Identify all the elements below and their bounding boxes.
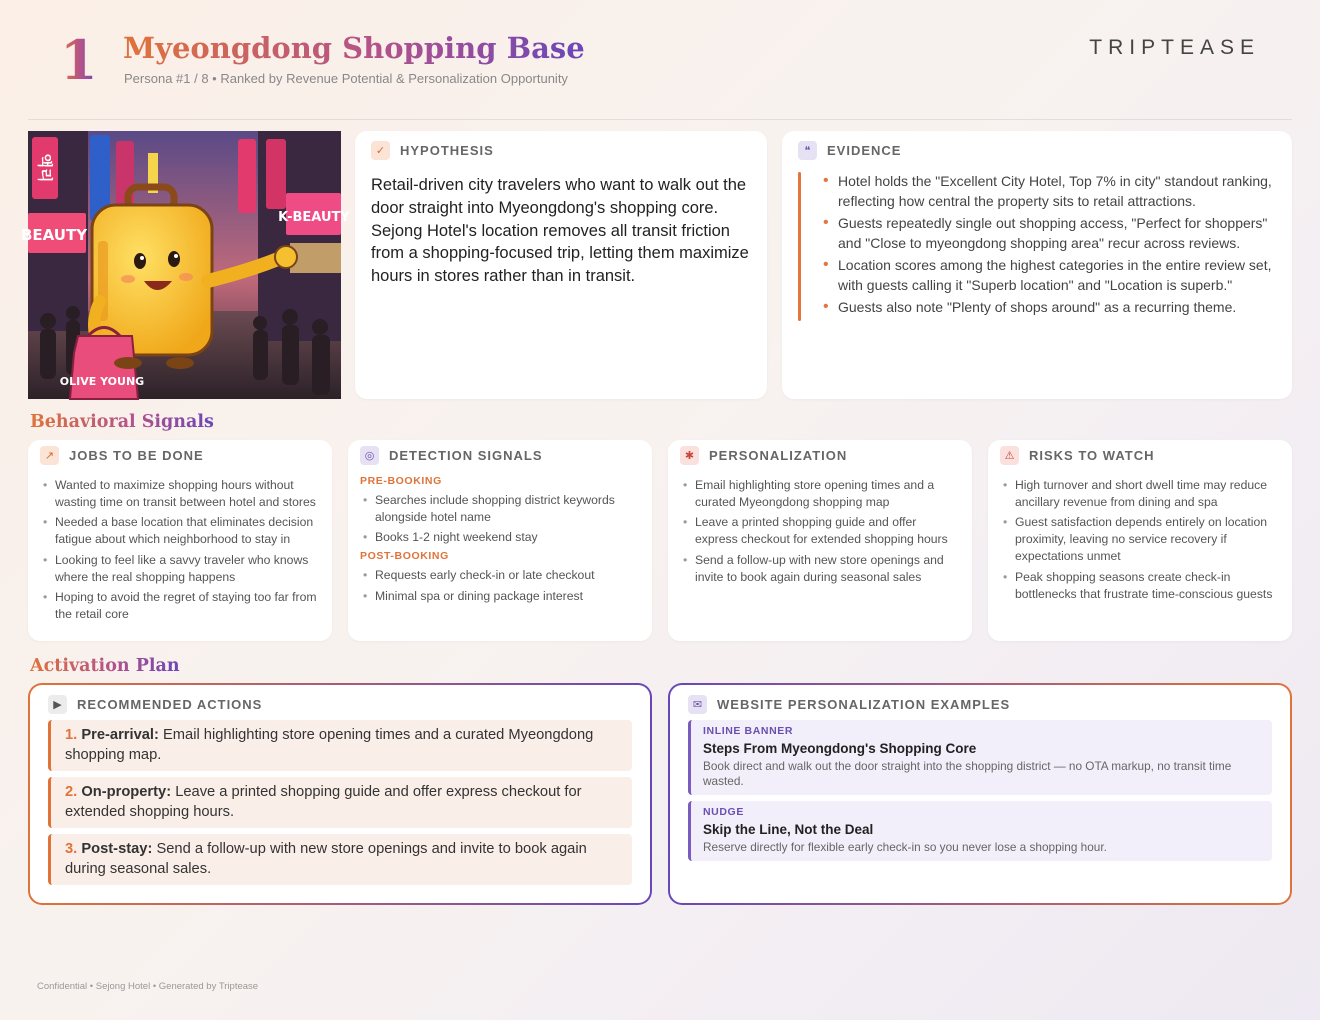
personalization-card <box>668 440 972 641</box>
quote-icon: ❝ <box>798 141 817 160</box>
recommended-actions-label: RECOMMENDED ACTIONS <box>77 697 263 712</box>
post-booking-item: • Minimal spa or dining package interest <box>360 588 640 605</box>
example-item <box>688 801 1272 861</box>
action-title: Post-stay: <box>81 841 153 857</box>
action-text: Email highlighting store opening times and a curated Myeongdong shopping map. <box>65 727 594 763</box>
action-number: 3. <box>65 841 78 857</box>
sign-text-4: OLIVE YOUNG <box>59 375 145 388</box>
jobs-item: • Wanted to maximize shopping hours without wasting time on transit between hotel and stores <box>40 477 320 511</box>
hypothesis-card <box>355 131 767 399</box>
website-examples-card <box>668 683 1292 905</box>
persona-illustration <box>20 131 350 399</box>
example-item <box>688 720 1272 795</box>
sparkle-icon: ✱ <box>680 446 699 465</box>
evidence-card <box>782 131 1292 399</box>
action-item <box>48 777 632 828</box>
risks-item: • Peak shopping seasons create check-in bottlenecks that frustrate time-conscious guests <box>1000 569 1280 603</box>
hypothesis-text: Retail-driven city travelers who want to walk out the door straight into Myeongdong's shopping core. Sejong Hotel's location removes all transit friction from a shopping-focused trip, letting them maximize hours in stores rather than in transit. <box>371 176 749 286</box>
persona-rank: 1 <box>60 28 98 92</box>
evidence-list <box>823 172 1276 321</box>
action-text: Send a follow-up with new store openings and invite to book again during seasonal sales. <box>65 841 587 877</box>
post-booking-item: • Requests early check-in or late checkout <box>360 567 640 584</box>
pre-booking-label: PRE-BOOKING <box>360 475 442 487</box>
personalization-label: PERSONALIZATION <box>709 448 848 463</box>
jobs-item: • Looking to feel like a savvy traveler who knows where the real shopping happens <box>40 552 320 586</box>
sign-text-2: BEAUTY <box>20 226 88 244</box>
jobs-item: • Hoping to avoid the regret of staying too far from the retail core <box>40 589 320 623</box>
action-text: Leave a printed shopping guide and offer express checkout for extended shopping hours. <box>65 784 582 820</box>
sign-text-3: K-BEAUTY <box>278 210 350 225</box>
evidence-item: • Guests also note "Plenty of shops around" as a recurring theme. <box>823 298 1276 318</box>
brand-logo: TRIPTEASE <box>1089 36 1260 59</box>
play-icon: ▶ <box>48 695 67 714</box>
sign-text-1: 액리 <box>36 153 54 183</box>
mail-icon: ✉ <box>688 695 707 714</box>
website-examples-list <box>688 720 1272 861</box>
evidence-label: EVIDENCE <box>827 143 902 158</box>
example-description: Book direct and walk out the door straight into the shopping district — no OTA markup, no transit time wasted. <box>703 759 1232 788</box>
page-title: Myeongdong Shopping Base <box>123 31 585 65</box>
evidence-header <box>798 141 1276 160</box>
detection-label: DETECTION SIGNALS <box>389 448 543 463</box>
evidence-accent-bar <box>798 172 801 321</box>
page-subtitle: Persona #1 / 8 • Ranked by Revenue Potential & Personalization Opportunity <box>124 71 568 86</box>
target-icon: ◎ <box>360 446 379 465</box>
persona-illustration-svg <box>20 131 350 399</box>
example-title: Steps From Myeongdong's Shopping Core <box>703 741 977 756</box>
personalization-header <box>680 446 960 465</box>
header-divider <box>28 119 1292 120</box>
example-title: Skip the Line, Not the Deal <box>703 822 874 837</box>
post-booking-label: POST-BOOKING <box>360 550 449 563</box>
example-description: Reserve directly for flexible early check-in so you never lose a shopping hour. <box>703 840 1107 854</box>
recommended-actions-header <box>48 695 632 714</box>
risks-label: RISKS TO WATCH <box>1029 448 1155 463</box>
warning-icon: ⚠ <box>1000 446 1019 465</box>
action-number: 2. <box>65 784 78 800</box>
personalization-item: • Leave a printed shopping guide and offer express checkout for extended shopping hours <box>680 514 960 548</box>
recommended-actions-list <box>48 720 632 885</box>
action-item <box>48 720 632 771</box>
evidence-item: • Guests repeatedly single out shopping access, "Perfect for shoppers" and "Close to myeongdong shopping area" recur across reviews. <box>823 214 1276 253</box>
risks-header <box>1000 446 1280 465</box>
detection-header <box>360 446 640 465</box>
risks-list <box>1000 477 1280 603</box>
hypothesis-label: HYPOTHESIS <box>400 143 494 158</box>
risks-item: • High turnover and short dwell time may reduce ancillary revenue from dining and spa <box>1000 477 1280 511</box>
pre-booking-item: • Books 1-2 night weekend stay <box>360 529 640 546</box>
jobs-item: • Needed a base location that eliminates decision fatigue about which neighborhood to stay in <box>40 514 320 548</box>
personalization-item: • Email highlighting store opening times and a curated Myeongdong shopping map <box>680 477 960 511</box>
risks-item: • Guest satisfaction depends entirely on location proximity, leaving no service recovery if expectations unmet <box>1000 514 1280 565</box>
evidence-item: • Location scores among the highest categories in the entire review set, with guests calling it "Superb location" and "Location is superb." <box>823 256 1276 295</box>
evidence-item: • Hotel holds the "Excellent City Hotel, Top 7% in city" standout ranking, reflecting how central the property sits to retail attractions. <box>823 172 1276 211</box>
hypothesis-header <box>371 141 751 160</box>
example-tag: NUDGE <box>703 806 744 818</box>
check-icon: ✓ <box>371 141 390 160</box>
pre-booking-list <box>360 492 640 546</box>
website-examples-label: WEBSITE PERSONALIZATION EXAMPLES <box>717 697 1011 712</box>
recommended-actions-inner <box>30 685 650 903</box>
recommended-actions-card <box>28 683 652 905</box>
risks-card <box>988 440 1292 641</box>
example-tag: INLINE BANNER <box>703 725 794 737</box>
behavioral-signals-title: Behavioral Signals <box>30 412 214 432</box>
jobs-list <box>40 477 320 623</box>
jobs-label: JOBS TO BE DONE <box>69 448 204 463</box>
action-number: 1. <box>65 727 78 743</box>
personalization-list <box>680 477 960 586</box>
header <box>0 0 1320 120</box>
website-examples-header <box>688 695 1272 714</box>
jobs-card <box>28 440 332 641</box>
evidence-body <box>798 172 1276 321</box>
jobs-header <box>40 446 320 465</box>
arrow-up-right-icon: ↗ <box>40 446 59 465</box>
personalization-item: • Send a follow-up with new store openings and invite to book again during seasonal sales <box>680 552 960 586</box>
footer-text: Confidential • Sejong Hotel • Generated by Triptease <box>37 981 259 992</box>
website-examples-inner <box>670 685 1290 903</box>
action-title: Pre-arrival: <box>81 727 159 743</box>
post-booking-list <box>360 567 640 604</box>
pre-booking-item: • Searches include shopping district keywords alongside hotel name <box>360 492 640 526</box>
action-item <box>48 834 632 885</box>
activation-plan-title: Activation Plan <box>30 656 180 676</box>
detection-card <box>348 440 652 641</box>
action-title: On-property: <box>81 784 172 800</box>
